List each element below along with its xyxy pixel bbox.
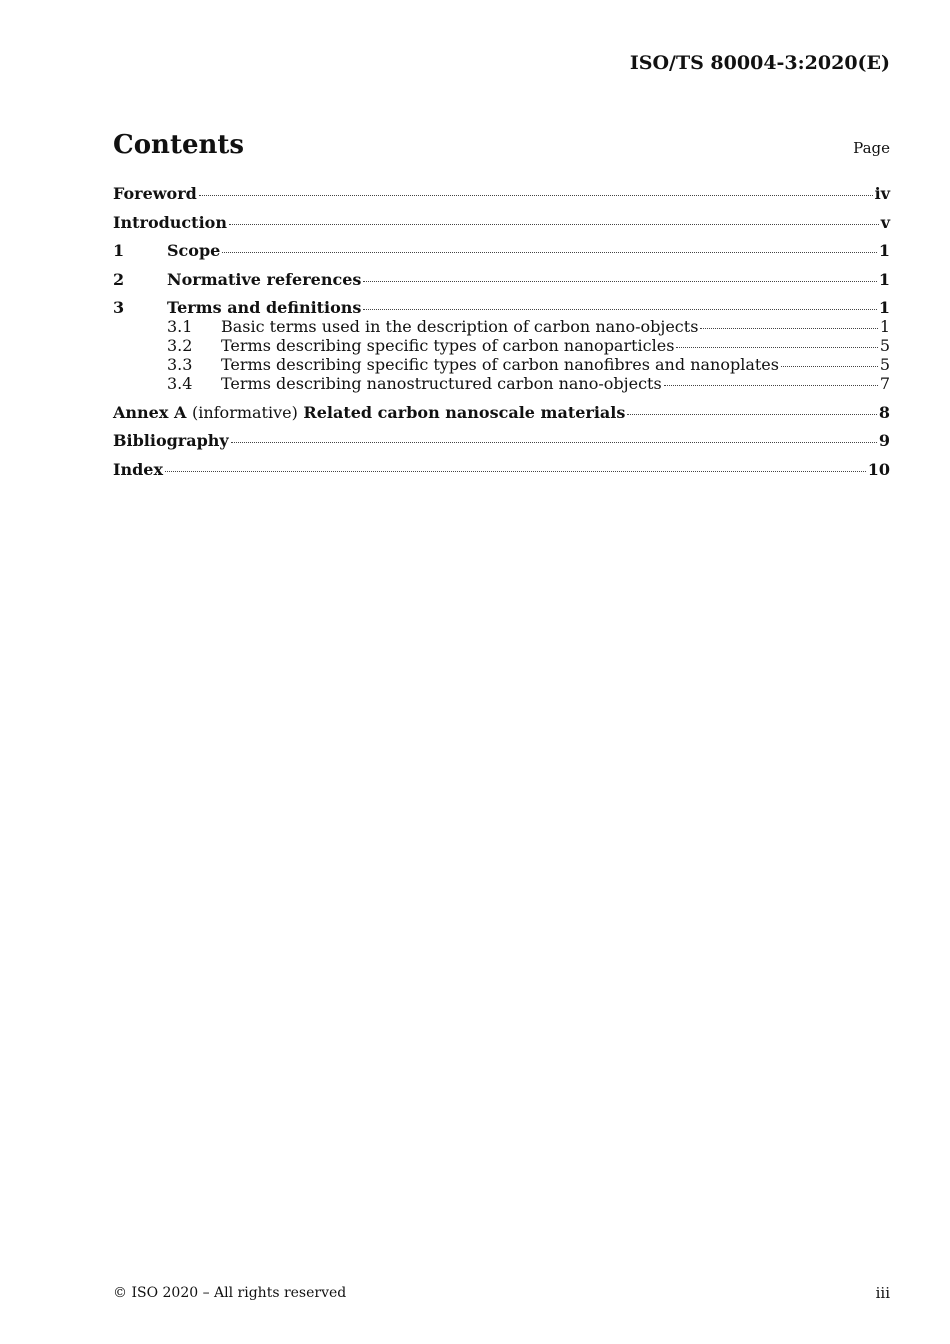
toc-entry-number: 2 <box>113 269 125 289</box>
toc-entry-terms-and-definitions[interactable] <box>113 298 890 317</box>
toc-entry-number: 1 <box>113 241 125 260</box>
toc-entry-page: 1 <box>878 298 890 317</box>
table-of-contents <box>113 184 890 479</box>
toc-entry-number: 3 <box>113 298 125 317</box>
toc-entry-page: 1 <box>879 317 890 336</box>
toc-entry-index[interactable] <box>113 460 890 479</box>
toc-entry-scope[interactable] <box>113 241 890 260</box>
toc-entry-number: 3.3 <box>167 355 193 374</box>
toc-entry-3-2[interactable] <box>113 336 890 355</box>
dot-leader <box>627 414 877 415</box>
toc-entry-number: 3.4 <box>167 374 193 393</box>
annex-title: Related carbon nanoscale materials <box>303 402 626 422</box>
toc-entry-label: Foreword <box>113 184 197 203</box>
toc-entry-page: 9 <box>878 431 890 450</box>
toc-entry-label: Index <box>113 459 164 479</box>
toc-entry-page: 1 <box>878 269 890 289</box>
dot-leader <box>199 195 873 196</box>
annex-informative-tag: (informative) <box>191 402 298 422</box>
toc-entry-normative-references[interactable] <box>113 270 890 289</box>
document-id: ISO/TS 80004-3:2020(E) <box>629 52 890 74</box>
toc-entry-annex-a[interactable] <box>113 403 890 422</box>
toc-entry-foreword[interactable] <box>113 184 890 203</box>
dot-leader <box>363 281 876 282</box>
dot-leader <box>229 224 879 225</box>
toc-entry-label: Normative references <box>167 269 362 289</box>
toc-entry-label: Terms and definitions <box>167 298 362 317</box>
toc-entry-page: 10 <box>867 459 890 479</box>
dot-leader <box>363 309 876 310</box>
toc-entry-page: 8 <box>878 402 890 422</box>
toc-entry-label <box>113 403 625 422</box>
toc-entry-page: 1 <box>878 241 890 260</box>
toc-entry-number: 3.1 <box>167 317 193 336</box>
toc-entry-label: Terms describing nanostructured carbon nano-objects <box>221 374 662 393</box>
toc-entry-label: Terms describing specific types of carbon nanoparticles <box>221 336 675 355</box>
dot-leader <box>231 442 877 443</box>
annex-prefix: Annex A <box>113 402 187 422</box>
toc-entry-label: Basic terms used in the description of carbon nano-objects <box>221 317 699 336</box>
toc-entry-label: Bibliography <box>113 431 229 450</box>
page-column-label: Page <box>853 139 890 157</box>
dot-leader <box>676 347 877 348</box>
dot-leader <box>222 252 877 253</box>
dot-leader <box>664 385 878 386</box>
toc-entry-label: Terms describing specific types of carbon nanofibres and nanoplates <box>221 355 779 374</box>
toc-entry-page: 5 <box>879 336 890 355</box>
dot-leader <box>165 471 866 472</box>
toc-entry-label: Scope <box>167 241 221 260</box>
contents-title: Contents <box>113 130 245 160</box>
toc-entry-3-3[interactable] <box>113 355 890 374</box>
dot-leader <box>781 366 878 367</box>
copyright-notice: © ISO 2020 – All rights reserved <box>113 1285 347 1301</box>
toc-entry-introduction[interactable] <box>113 213 890 232</box>
toc-entry-3-1[interactable] <box>113 317 890 336</box>
toc-entry-number: 3.2 <box>167 336 193 355</box>
contents-heading-row <box>113 130 890 160</box>
toc-entry-page: iv <box>874 184 890 203</box>
toc-entry-page: 5 <box>879 355 890 374</box>
page-number: iii <box>875 1284 890 1302</box>
dot-leader <box>700 328 877 329</box>
toc-entry-label: Introduction <box>113 212 227 232</box>
toc-entry-page: v <box>880 212 890 232</box>
toc-entry-page: 7 <box>879 374 890 393</box>
toc-entry-3-4[interactable] <box>113 374 890 393</box>
toc-entry-bibliography[interactable] <box>113 431 890 450</box>
